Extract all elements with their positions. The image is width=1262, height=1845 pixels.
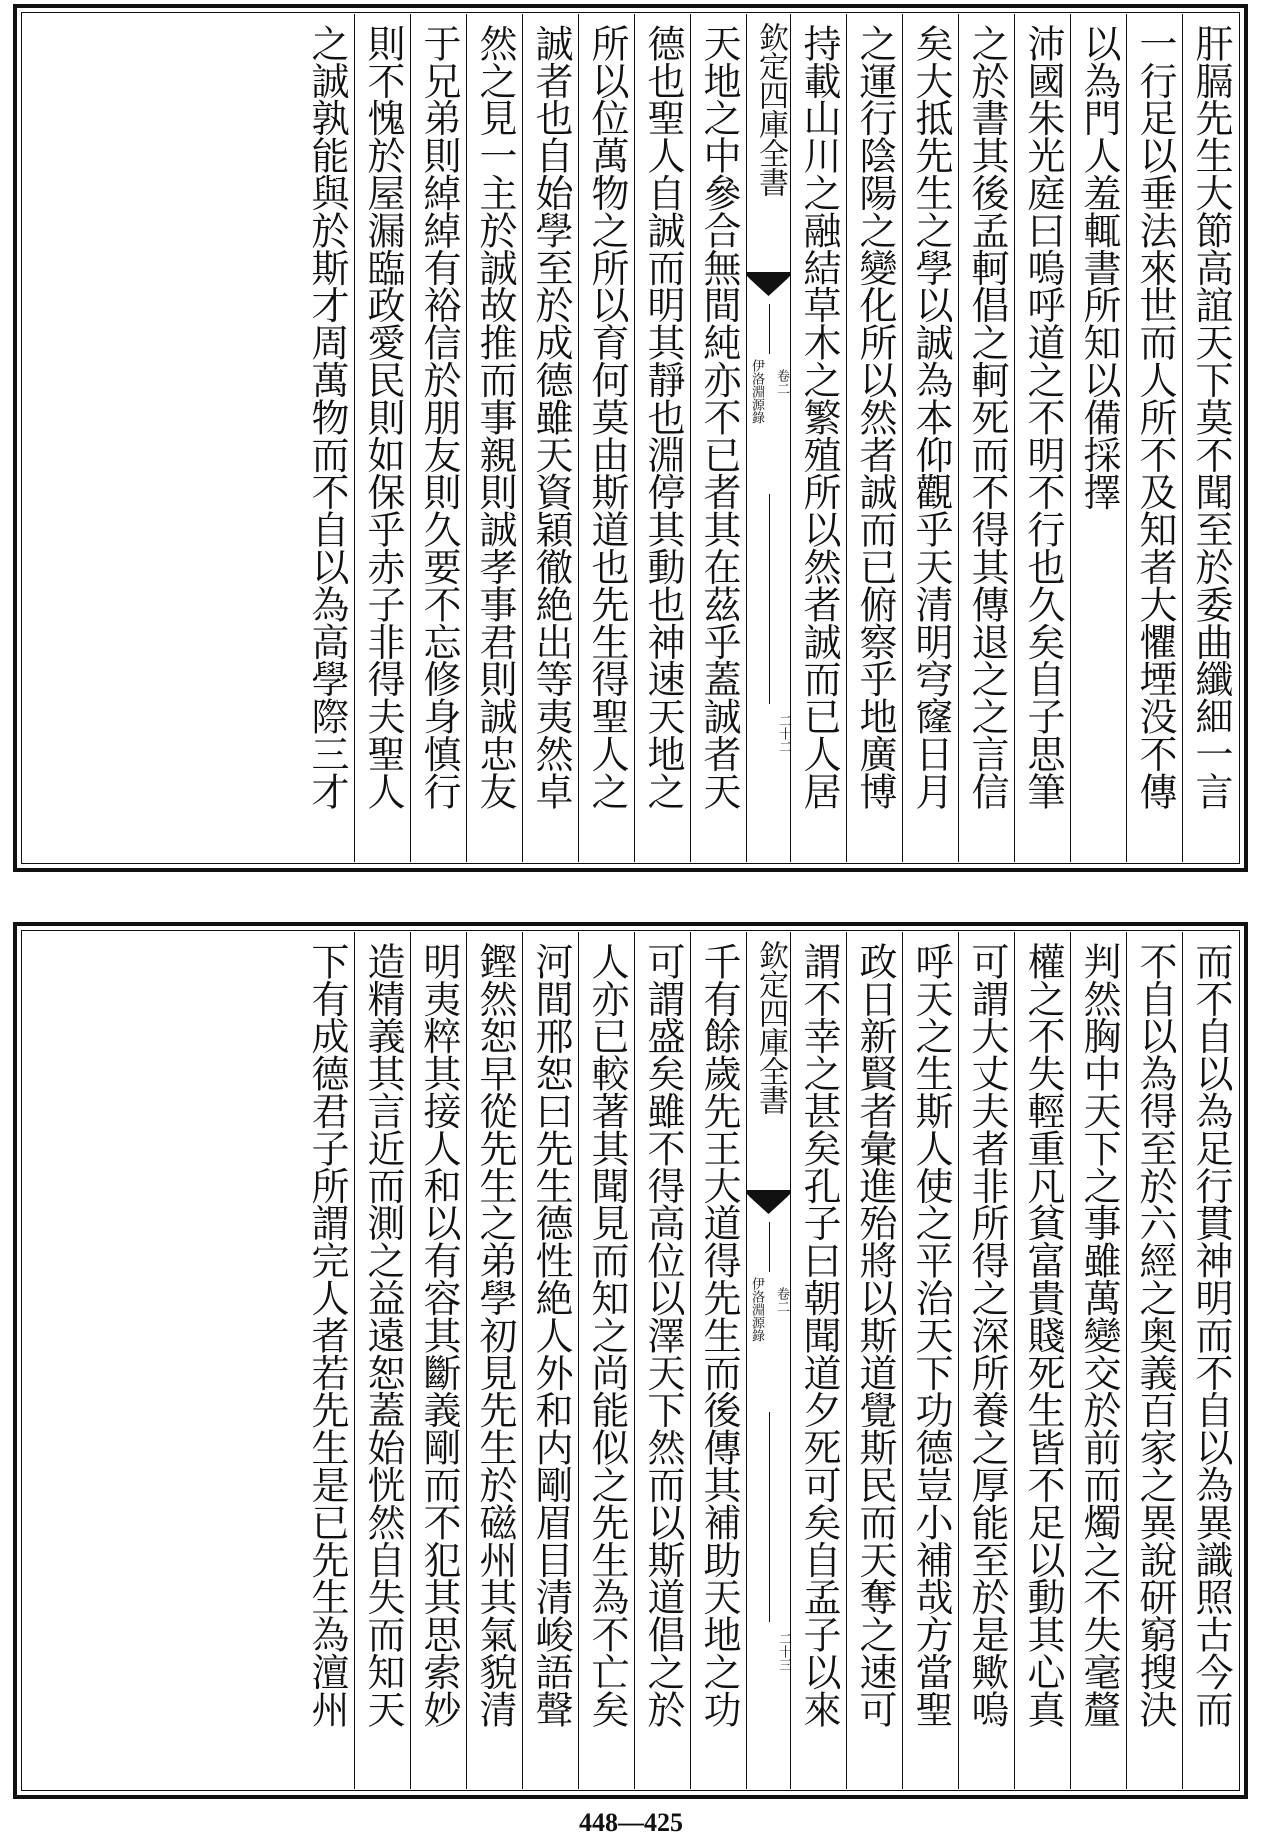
text-column: 下有成德君子所謂完人者若先生是已先生為澶州 bbox=[305, 942, 349, 1728]
text-column: 權之不失輕重凡貧富貴賤死生皆不足以動其心真 bbox=[1014, 932, 1070, 1789]
text-column: 呼天之生斯人使之平治天下功德豈小補哉方當聖 bbox=[902, 932, 958, 1789]
text-column: 然之見一主於誠故推而事親則誠孝事君則誠忠友 bbox=[466, 14, 522, 862]
text-column: 之誠孰能與於斯才周萬物而不自以為高學際三才 bbox=[305, 24, 349, 810]
center-margin bbox=[746, 14, 790, 862]
text-column: 誠者也自始學至於成德雖天資穎徹絶出等夷然卓 bbox=[522, 14, 578, 862]
text-column: 而不自以為足行貫神明而不自以為異識照古今而 bbox=[1182, 932, 1238, 1789]
lower-page bbox=[13, 922, 1248, 1799]
margin-leaf-number: 二十二 bbox=[776, 714, 791, 753]
text-column: 千有餘歲先王大道得先生而後傳其補助天地之功 bbox=[690, 932, 746, 1789]
center-margin bbox=[746, 932, 790, 1789]
text-column: 持載山川之融結草木之繁殖所以然者誠而已人居 bbox=[790, 14, 846, 862]
margin-rule bbox=[769, 304, 770, 354]
text-column: 于兄弟則綽綽有裕信於朋友則久要不忘修身慎行 bbox=[410, 14, 466, 862]
text-column: 矣大抵先生之學以誠為本仰觀乎天清明穹窿日月 bbox=[902, 14, 958, 862]
text-column: 明夷粹其接人和以有容其斷義剛而不犯其思索妙 bbox=[410, 932, 466, 1789]
text-column: 可謂大丈夫者非所得之深所養之厚能至於是歟嗚 bbox=[958, 932, 1014, 1789]
margin-volume: 卷二 bbox=[774, 1287, 789, 1313]
upper-page bbox=[13, 4, 1248, 872]
text-column: 謂不幸之甚矣孔子曰朝聞道夕死可矣自孟子以來 bbox=[790, 932, 846, 1789]
margin-title: 欽定四庫全書 bbox=[753, 940, 788, 1114]
page-number: 448—425 bbox=[579, 1808, 683, 1837]
fish-tail-icon bbox=[747, 1190, 790, 1216]
text-column: 造精義其言近而測之益遠恕蓋始恍然自失而知天 bbox=[354, 932, 410, 1789]
margin-volume: 卷二 bbox=[774, 369, 789, 395]
text-column: 之於書其後孟軻倡之軻死而不得其傳退之之言信 bbox=[958, 14, 1014, 862]
text-column: 肝膈先生大節高誼天下莫不聞至於委曲纖細一言 bbox=[1182, 14, 1238, 862]
text-column: 以為門人羞輒書所知以備採擇 bbox=[1070, 14, 1126, 862]
text-column: 可謂盛矣雖不得高位以澤天下然而以斯道倡之於 bbox=[634, 932, 690, 1789]
margin-book-title: 伊洛淵源錄 bbox=[749, 359, 764, 424]
text-column: 人亦已較著其聞見而知之尚能似之先生為不亡矣 bbox=[578, 932, 634, 1789]
margin-title: 欽定四庫全書 bbox=[753, 22, 788, 196]
text-column: 之運行陰陽之變化所以然者誠而已俯察乎地廣博 bbox=[846, 14, 902, 862]
text-column: 不自以為得至於六經之奥義百家之異說研窮搜決 bbox=[1126, 932, 1182, 1789]
margin-rule bbox=[769, 1222, 770, 1272]
text-column: 所以位萬物之所以育何莫由斯道也先生得聖人之 bbox=[578, 14, 634, 862]
text-column: 則不愧於屋漏臨政愛民則如保乎赤子非得夫聖人 bbox=[354, 14, 410, 862]
text-column: 河間邢恕曰先生德性絶人外和内剛眉目清峻語聲 bbox=[522, 932, 578, 1789]
text-column: 沛國朱光庭曰嗚呼道之不明不行也久矣自子思筆 bbox=[1014, 14, 1070, 862]
margin-rule bbox=[769, 494, 770, 704]
text-column: 天地之中參合無間純亦不已者其在茲乎蓋誠者天 bbox=[690, 14, 746, 862]
upper-page-columns bbox=[23, 14, 1238, 862]
text-column: 判然胸中天下之事雖萬變交於前而燭之不失毫釐 bbox=[1070, 932, 1126, 1789]
fish-tail-icon bbox=[747, 272, 790, 298]
lower-page-columns bbox=[23, 932, 1238, 1789]
margin-book-title: 伊洛淵源錄 bbox=[749, 1277, 764, 1342]
text-column: 鏗然恕早從先生之弟學初見先生於磁州其氣貌清 bbox=[466, 932, 522, 1789]
margin-leaf-number: 二十三 bbox=[776, 1632, 791, 1671]
text-column: 德也聖人自誠而明其靜也淵停其動也神速天地之 bbox=[634, 14, 690, 862]
text-column: 一行足以垂法來世而人所不及知者大懼堙没不傳 bbox=[1126, 14, 1182, 862]
text-column: 政日新賢者彙進殆將以斯道覺斯民而天奪之速可 bbox=[846, 932, 902, 1789]
margin-rule bbox=[769, 1412, 770, 1622]
